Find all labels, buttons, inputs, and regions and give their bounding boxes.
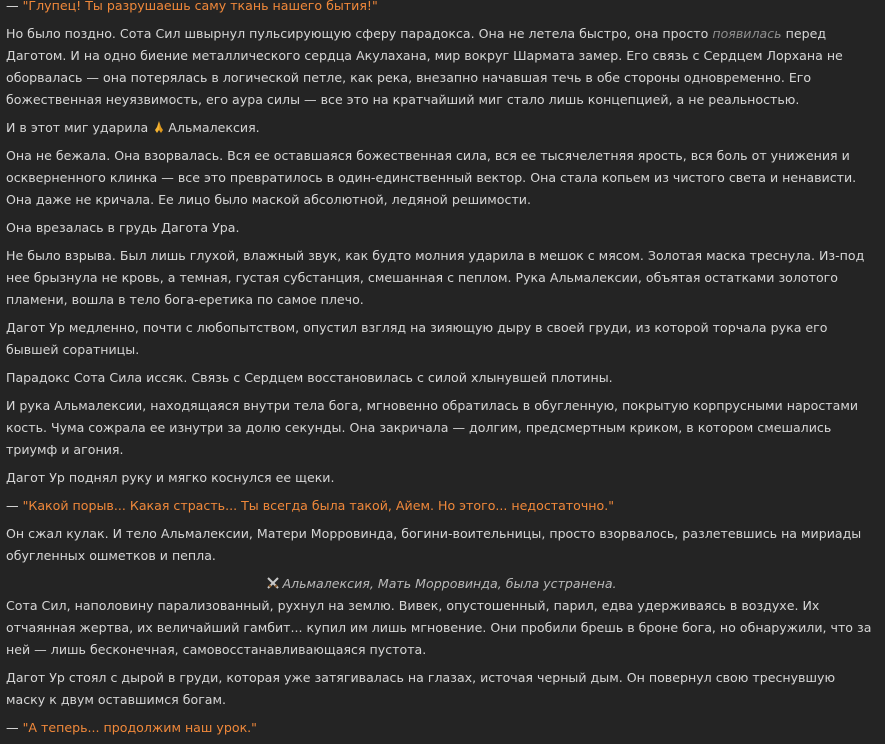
paragraph-text: перед Даготом. И на одно биение металлического сердца Акулахана, мир вокруг Шармата замер. Его связь с Сердцем Лорхана не оборвалась — она потерялась в логической петле, как река, внезапно начавшая течь в обе стороны одновременно. Его божественная неуязвимость, его аура силы — все это на кратчайший миг стало лишь концепцией, а не реальностью.: [6, 26, 843, 107]
defeat-notice: [6, 573, 877, 595]
praying-hands-icon: [152, 119, 166, 133]
paragraph-paradox: [6, 23, 877, 111]
paragraph-impact: Она врезалась в грудь Дагота Ура.: [6, 220, 240, 235]
quote-dash: —: [6, 720, 19, 735]
paragraph-text: Альмалексия.: [168, 120, 260, 135]
paragraph-touch: Дагот Ур поднял руку и мягко коснулся ее щеки.: [6, 470, 335, 485]
quote-line-2: [6, 495, 877, 517]
quote-line-1: [6, 0, 877, 17]
paragraph-strike: [6, 117, 877, 139]
paragraph-explosion: Она не бежала. Она взорвалась. Вся ее оставшаяся божественная сила, вся ее тысячелетняя ярость, вся боль от унижения и оскверненного клинка — все это превратилось в один-единственный вектор. Она стала копьем из чистого света и ненависти. Она даже не кричала. Ее лицо было маской абсолютной, ледяной решимости.: [6, 148, 857, 207]
quote-line-3: [6, 717, 877, 739]
paragraph-mask: Не было взрыва. Был лишь глухой, влажный звук, как будто молния ударила в мешок с мясом. Золотая маска треснула. Из-под нее брызнула не кровь, а темная, густая субстанция, смешанная с пеплом. Рука Альмалексии, объятая остатками золотого пламени, вошла в тело бога-еретика по самое плечо.: [6, 248, 865, 307]
quote-dash: —: [6, 498, 19, 513]
quote-dash: —: [6, 0, 19, 13]
paragraph-aftermath: Сота Сил, наполовину парализованный, рухнул на землю. Вивек, опустошенный, парил, едва удерживаясь в воздухе. Их отчаянная жертва, их величайший гамбит... купил им лишь мгновение. Они пробили брешь в броне бога, но обнаружили, что за ней — лишь бесконечная, самовосстанавливающаяся пустота.: [6, 598, 872, 657]
quote-text: "Глупец! Ты разрушаешь саму ткань нашего бытия!": [22, 0, 378, 13]
paragraph-text: И в этот миг ударила: [6, 120, 153, 135]
paragraph-smoke: Дагот Ур стоял с дырой в груди, которая уже затягивалась на глазах, источая черный дым. Он повернул свою треснувшую маску к двум оставшимся богам.: [6, 670, 836, 707]
quote-text: "А теперь... продолжим наш урок.": [22, 720, 257, 735]
defeat-text: Альмалексия, Мать Морровинда, была устранена.: [282, 576, 617, 591]
crossed-swords-icon: [266, 575, 280, 589]
paragraph-corruption: И рука Альмалексии, находящаяся внутри тела бога, мгновенно обратилась в обугленную, покрытую корпрусными наростами кость. Чума сожрала ее изнутри за долю секунды. Она закричала — долгим, предсмертным криком, в котором смешались триумф и агония.: [6, 398, 859, 457]
paragraph-restore: Парадокс Сота Сила иссяк. Связь с Сердцем восстановилась с силой хлынувшей плотины.: [6, 370, 613, 385]
paragraph-wound: Дагот Ур медленно, почти с любопытством, опустил взгляд на зияющую дыру в своей груди, из которой торчала рука его бывшей соратницы.: [6, 320, 828, 357]
quote-text: "Какой порыв... Какая страсть... Ты всегда была такой, Айем. Но этого... недостаточно.": [22, 498, 615, 513]
paragraph-fist: Он сжал кулак. И тело Альмалексии, Матери Морровинда, богини-воительницы, просто взорвалось, разлетевшись на мириады обугленных ошметков и пепла.: [6, 526, 862, 563]
emphasis-text: появилась: [712, 26, 782, 41]
paragraph-text: Но было поздно. Сота Сил швырнул пульсирующую сферу парадокса. Она не летела быстро, она просто: [6, 26, 713, 41]
